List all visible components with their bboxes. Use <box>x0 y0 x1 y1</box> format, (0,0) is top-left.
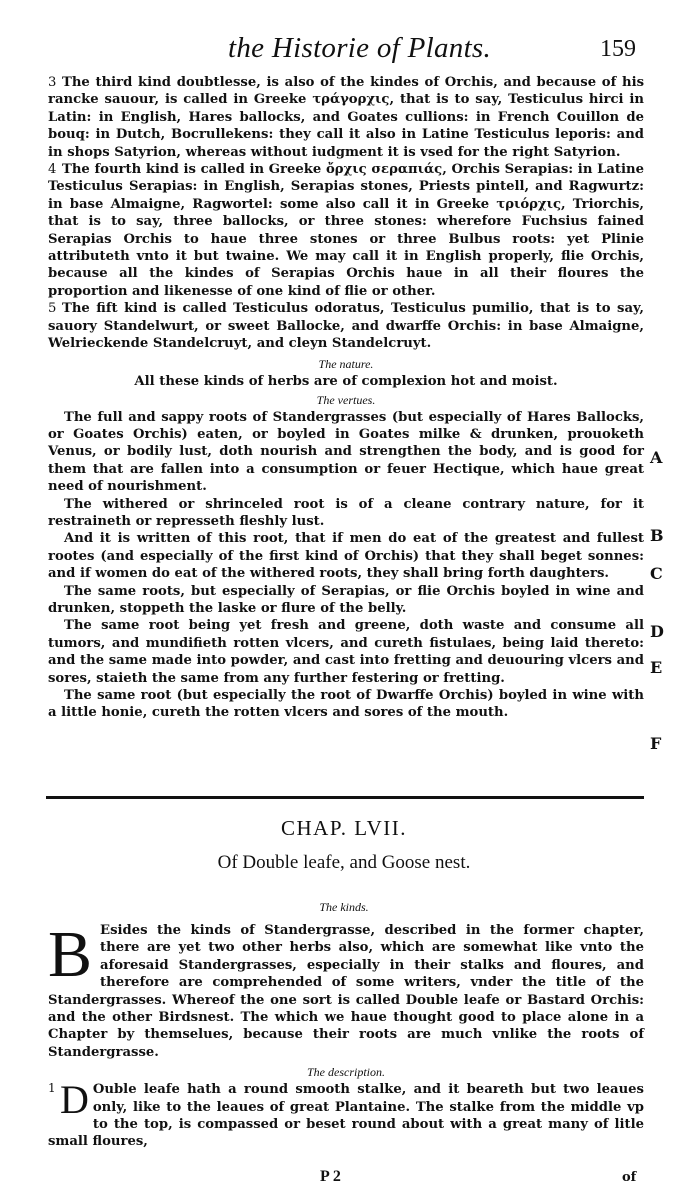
running-title: the Historie of Plants. <box>228 32 492 64</box>
vertue-paragraph: The withered or shrinceled root is of a cleane contrary nature, for it restraineth or represseth fleshly lust. <box>48 496 644 529</box>
vertue-paragraph: The full and sappy roots of Standergrasses (but especially of Hares Ballocks, or Goates Orchis) eaten, or boyled in Goates milke & drunken, prouoketh Venus, or bodily lust, doth nourish and strengthen the body, and is good for them that are fallen into a consumption or feuer Hectique, which haue great need of nourishment. <box>48 409 644 495</box>
kinds-heading-wrap <box>0 898 688 916</box>
kinds-paragraph: Esides the kinds of Standergrasse, described in the former chapter, there are yet two other herbs also, which are somewhat like vnto the aforesaid Standergrasses, especially in their stalks and floures, and therefore are comprehended of some writers, vnder the title of the Standergrasses. Whereof the one sort is called Double leafe or Bastard Orchis: and the other Birdsnest. The which we haue thought good to place alone in a Chapter by themselues, because their roots are much vnlike the roots of Standergrasse. <box>48 923 644 1060</box>
margin-letter: D <box>650 622 664 641</box>
page-number: 159 <box>600 36 636 62</box>
description-paragraph <box>48 1077 644 1151</box>
vertues-heading: The vertues. <box>316 392 376 407</box>
margin-letter: C <box>650 564 663 583</box>
paragraph-number: 5 <box>48 301 57 317</box>
description-heading: The description. <box>307 1065 385 1080</box>
orchis-kind-paragraph <box>48 74 644 161</box>
orchis-kind-paragraph <box>48 161 644 300</box>
chapter-divider-rule <box>46 796 644 799</box>
margin-letter: A <box>650 448 663 467</box>
page-header <box>0 30 688 70</box>
drop-cap-letter: D <box>60 1077 89 1123</box>
nature-text: All these kinds of herbs are of complexion hot and moist. <box>134 373 558 389</box>
paragraph-number: 3 <box>48 75 57 90</box>
paragraph-number: 1 <box>48 1081 56 1096</box>
vertue-paragraph: The same root being yet fresh and greene, doth waste and consume all tumors, and mundifieth rotten vlcers, and cureth fistulaes, being laid thereto: and the same made into powder, and cast into fretting and deuouring vlcers and sores, staieth the same from any further festering or fretting. <box>48 618 644 686</box>
paragraph-text: The fourth kind is called in Greeke ὄρχις σεραπιάς, Orchis Serapias: in Latine Testiculus Serapias: in English, Serapias stones, Priests pintell, and Ragwurtz: in base Almaigne, Ragwortel: some also call it in Greeke τριόρχις, Triorchis, that is to say, three ballocks, or three stones: wherefore Fuchsius fained Serapias Orchis to haue three stones or three Bulbus roots: yet Plinie attributeth vnto it but twaine. We may call it in English properly, flie Orchis, because all the kindes of Serapias Orchis haue in all their floures the proportion and likenesse of one kind of flie or other. <box>48 162 644 299</box>
paragraph-text: The third kind doubtlesse, is also of the kindes of Orchis, and because of his rancke sauour, is called in Greeke τράγορχις, that is to say, Testiculus hirci in Latin: in English, Hares ballocks, and Goates cullions: in French Couillon de bouq: in Dutch, Bocrullekens: they call it also in Latine Testiculus leporis: and in shops Satyrion, whereas without iudgment it is vsed for the right Satyrion. <box>48 75 644 160</box>
catchword: of <box>622 1170 637 1185</box>
margin-letter: B <box>650 526 664 545</box>
nature-heading: The nature. <box>318 356 374 371</box>
vertue-paragraph: The same root (but especially the root of Dwarffe Orchis) boyled in wine with a little honie, cureth the rotten vlcers and sores of the mouth. <box>48 688 644 721</box>
vertue-paragraph: The same roots, but especially of Serapias, or flie Orchis boyled in wine and drunken, stoppeth the laske or flure of the belly. <box>48 583 644 616</box>
vertue-paragraph: And it is written of this root, that if men do eat of the greatest and fullest rootes (and especially of the first kind of Orchis) that they shall beget sonnes: and if women do eat of the withered roots, they shall bring forth daughters. <box>48 531 644 582</box>
kinds-section <box>48 918 644 1151</box>
chapter-subtitle: Of Double leafe, and Goose nest. <box>217 852 471 873</box>
orchis-kinds-section <box>48 74 644 722</box>
paragraph-text: The fift kind is called Testiculus odoratus, Testiculus pumilio, that is to say, sauory Standelwurt, or sweet Ballocke, and dwarffe Orchis: in base Almaigne, Welrieckende Standelcruyt, and cleyn Standelcruyt. <box>48 301 644 352</box>
description-text: Ouble leafe hath a round smooth stalke, and it beareth but two leaues only, like to the leaues of great Plantaine. The stalke from the middle vp to the top, is compassed or beset round about with a great many of litle small floures, <box>48 1082 644 1150</box>
drop-cap-letter: B <box>48 918 93 991</box>
kinds-heading: The kinds. <box>319 900 369 914</box>
margin-letter: E <box>650 658 663 677</box>
signature-mark: P 2 <box>320 1168 341 1185</box>
margin-letter: F <box>650 734 662 753</box>
paragraph-number: 4 <box>48 162 57 178</box>
chapter-title: CHAP. LVII. <box>281 816 407 840</box>
orchis-kind-paragraph <box>48 300 644 352</box>
